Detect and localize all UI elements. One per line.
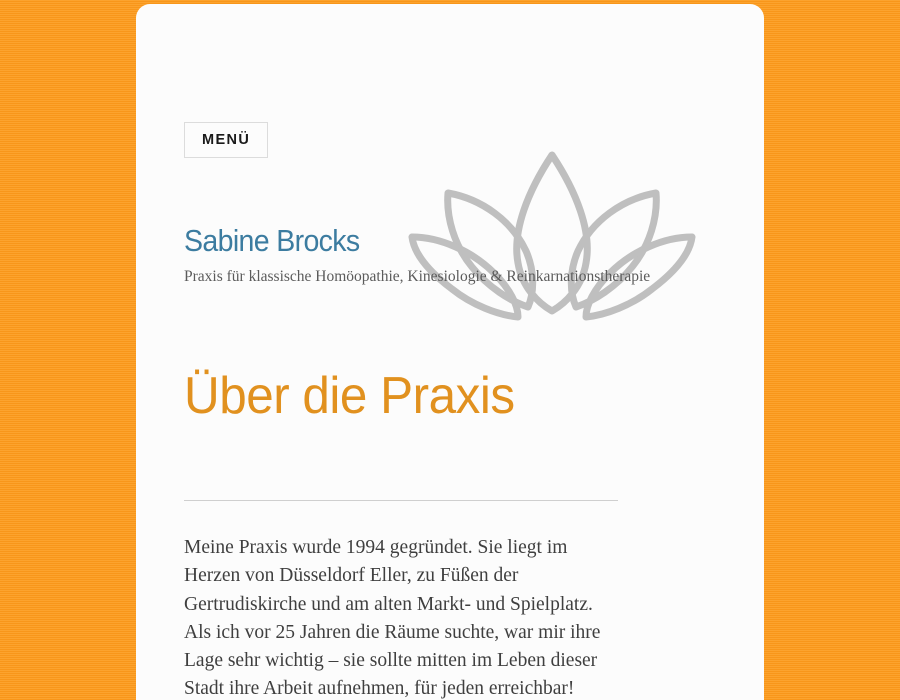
entry-content [184, 367, 620, 700]
site-title[interactable]: Sabine Brocks [184, 223, 360, 258]
entry-paragraph: Meine Praxis wurde 1994 gegründet. Sie liegt im Herzen von Düsseldorf Eller, zu Füßen der Gertrudiskirche und am alten Markt- und Spielplatz. Als ich vor 25 Jahren die Räume suchte, war mir ihre Lage sehr wichtig – sie sollte mitten im Leben dieser Stadt ihre Arbeit aufnehmen, für jeden erreichbar! [184, 537, 601, 700]
page-title: Über die Praxis [184, 367, 515, 425]
entry-divider [184, 500, 618, 501]
site-description: Praxis für klassische Homöopathie, Kinesiologie & Reinkarnationstherapie [184, 268, 651, 285]
menu-toggle-button[interactable]: MENÜ [184, 122, 268, 158]
site-header [184, 122, 724, 285]
site-content-panel [136, 4, 764, 700]
lotus-flower-logo [408, 145, 696, 323]
